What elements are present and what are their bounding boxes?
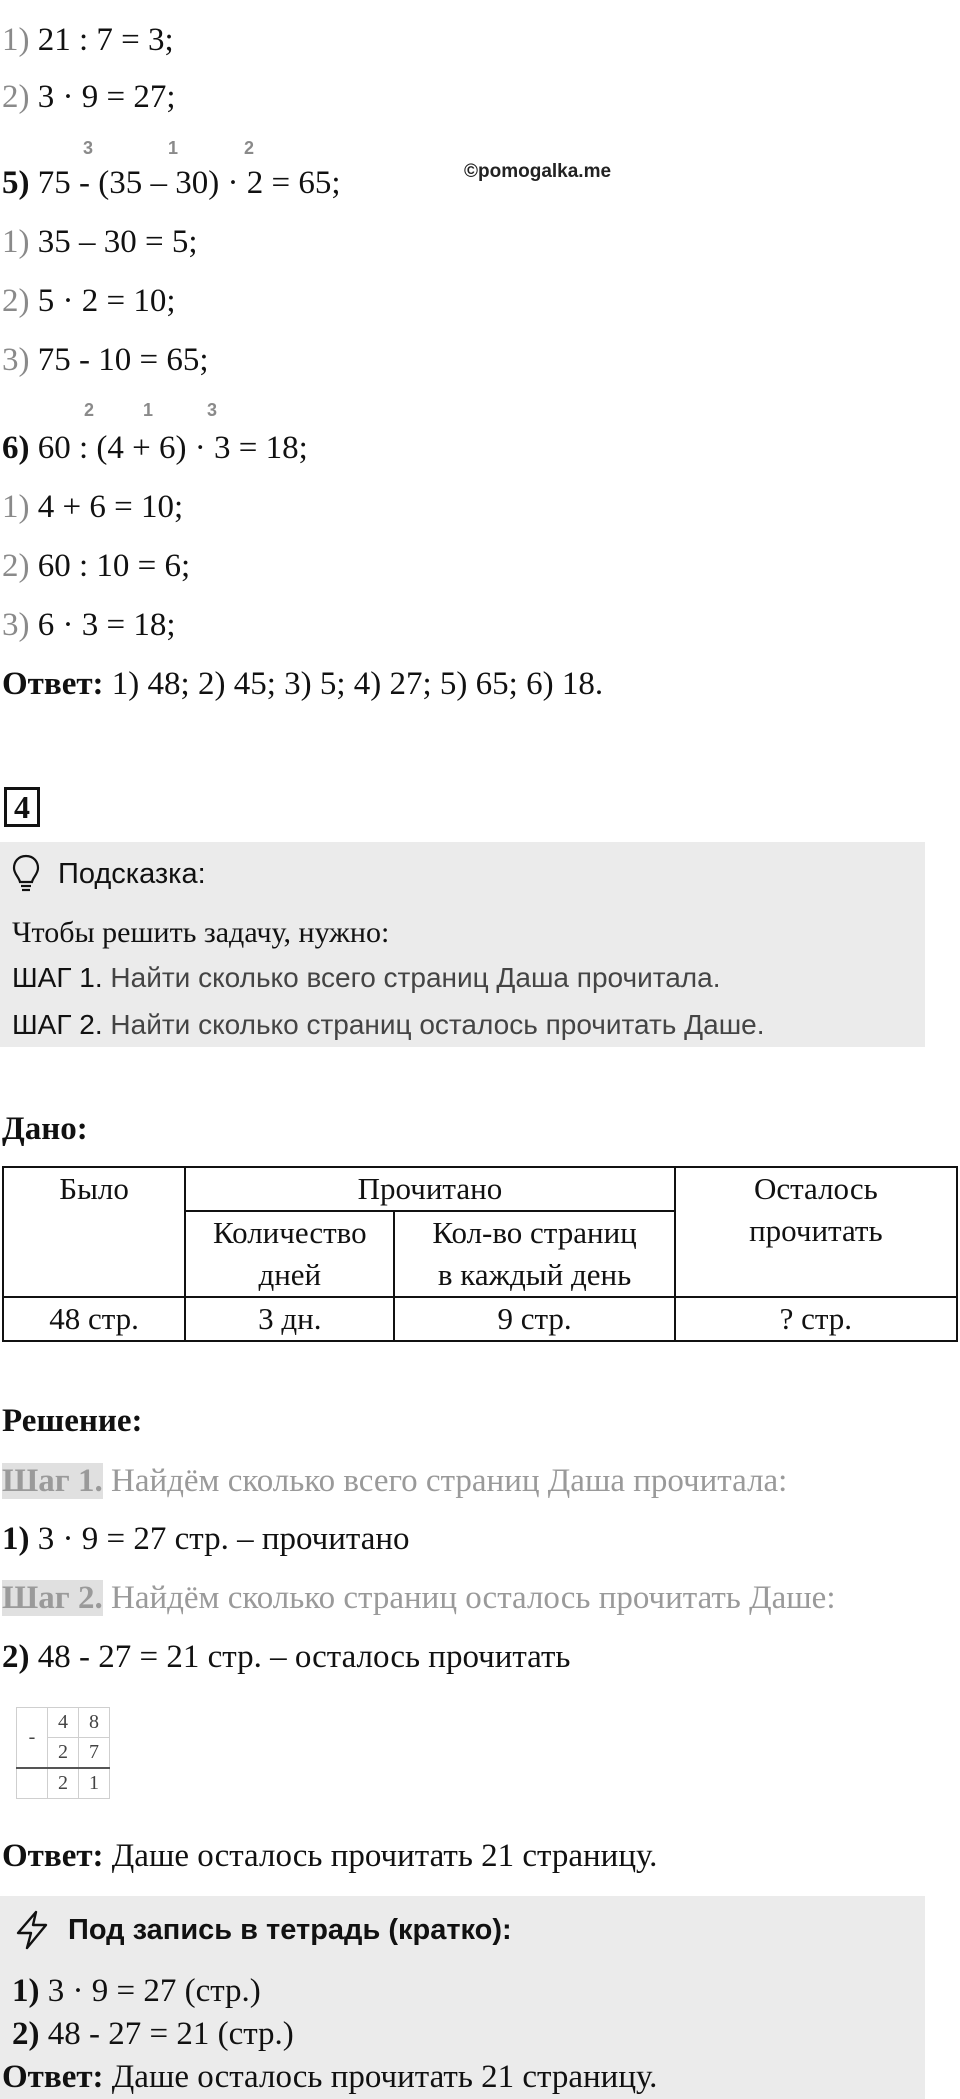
order-mark: 2 bbox=[84, 400, 95, 420]
ex6-step-2: 2) 60 : 10 = 6; bbox=[2, 548, 191, 584]
digit: 1 bbox=[79, 1768, 110, 1799]
hint-step-2: ШАГ 2. Найти сколько страниц осталось прочитать Даше. bbox=[12, 1009, 765, 1040]
ex6-step-1: 1) 4 + 6 = 10; bbox=[2, 489, 184, 525]
digit: 2 bbox=[48, 1768, 79, 1799]
step-2-calc: 2) 48 - 27 = 21 стр. – осталось прочитать bbox=[2, 1639, 571, 1675]
example-5: 5) 75 - (35 – 30) · 2 = 65; bbox=[2, 165, 341, 201]
step-1-calc: 1) 3 · 9 = 27 стр. – прочитано bbox=[2, 1521, 410, 1557]
digit: 2 bbox=[48, 1738, 79, 1769]
col-read: Прочитано bbox=[185, 1167, 675, 1211]
previous-answer: Ответ: 1) 48; 2) 45; 3) 5; 4) 27; 5) 65; 6) 18. bbox=[2, 666, 604, 702]
notebook-line-1: 1) 3 · 9 = 27 (стр.) bbox=[12, 1973, 261, 2009]
col-days: Количество дней bbox=[185, 1211, 394, 1297]
lightning-icon bbox=[12, 1910, 52, 1955]
col-pages: Кол-во страниц в каждый день bbox=[394, 1211, 674, 1297]
notebook-box bbox=[0, 1896, 925, 2099]
ex6-step-3: 3) 6 · 3 = 18; bbox=[2, 607, 176, 643]
hint-step-1: ШАГ 1. Найти сколько всего страниц Даша прочитала. bbox=[12, 962, 721, 993]
table-cell: 3 дн. bbox=[185, 1297, 394, 1341]
hint-intro: Чтобы решить задачу, нужно: bbox=[12, 916, 390, 949]
line-2: 2) 3 · 9 = 27; bbox=[2, 79, 176, 115]
step-1-heading: Шаг 1. Найдём сколько всего страниц Даша прочитала: bbox=[2, 1463, 788, 1499]
notebook-answer: Ответ: Даше осталось прочитать 21 страницу. bbox=[2, 2059, 658, 2095]
order-mark: 3 bbox=[83, 138, 94, 158]
ex5-step-3: 3) 75 - 10 = 65; bbox=[2, 342, 209, 378]
line-1: 1) 21 : 7 = 3; bbox=[2, 22, 174, 58]
order-mark: 3 bbox=[207, 400, 218, 420]
digit: 8 bbox=[79, 1708, 110, 1738]
hint-box bbox=[0, 842, 925, 1047]
lightbulb-icon bbox=[12, 854, 40, 897]
digit: 7 bbox=[79, 1738, 110, 1769]
hint-title: Подсказка: bbox=[58, 858, 206, 890]
order-mark: 2 bbox=[244, 138, 255, 158]
order-mark: 1 bbox=[168, 138, 179, 158]
ex5-step-2: 2) 5 · 2 = 10; bbox=[2, 283, 176, 319]
table-cell: ? стр. bbox=[675, 1297, 957, 1341]
solution-label: Решение: bbox=[2, 1403, 143, 1439]
step-2-heading: Шаг 2. Найдём сколько страниц осталось прочитать Даше: bbox=[2, 1580, 836, 1616]
watermark: ©pomogalka.me bbox=[464, 161, 612, 182]
task-answer: Ответ: Даше осталось прочитать 21 страницу. bbox=[2, 1838, 658, 1874]
ex5-step-1: 1) 35 – 30 = 5; bbox=[2, 224, 198, 260]
given-label: Дано: bbox=[2, 1111, 88, 1147]
col-left: Осталось прочитать bbox=[675, 1167, 957, 1297]
digit: 4 bbox=[48, 1708, 79, 1738]
table-cell: 9 стр. bbox=[394, 1297, 674, 1341]
table-cell: 48 стр. bbox=[3, 1297, 185, 1341]
example-6: 6) 60 : (4 + 6) · 3 = 18; bbox=[2, 430, 308, 466]
column-subtraction bbox=[16, 1707, 110, 1799]
notebook-line-2: 2) 48 - 27 = 21 (стр.) bbox=[12, 2016, 294, 2052]
col-was: Было bbox=[3, 1167, 185, 1297]
notebook-title: Под запись в тетрадь (кратко): bbox=[68, 1914, 512, 1946]
minus-sign: - bbox=[17, 1708, 48, 1769]
given-table bbox=[2, 1166, 958, 1342]
task-number: 4 bbox=[4, 787, 40, 827]
order-mark: 1 bbox=[143, 400, 154, 420]
